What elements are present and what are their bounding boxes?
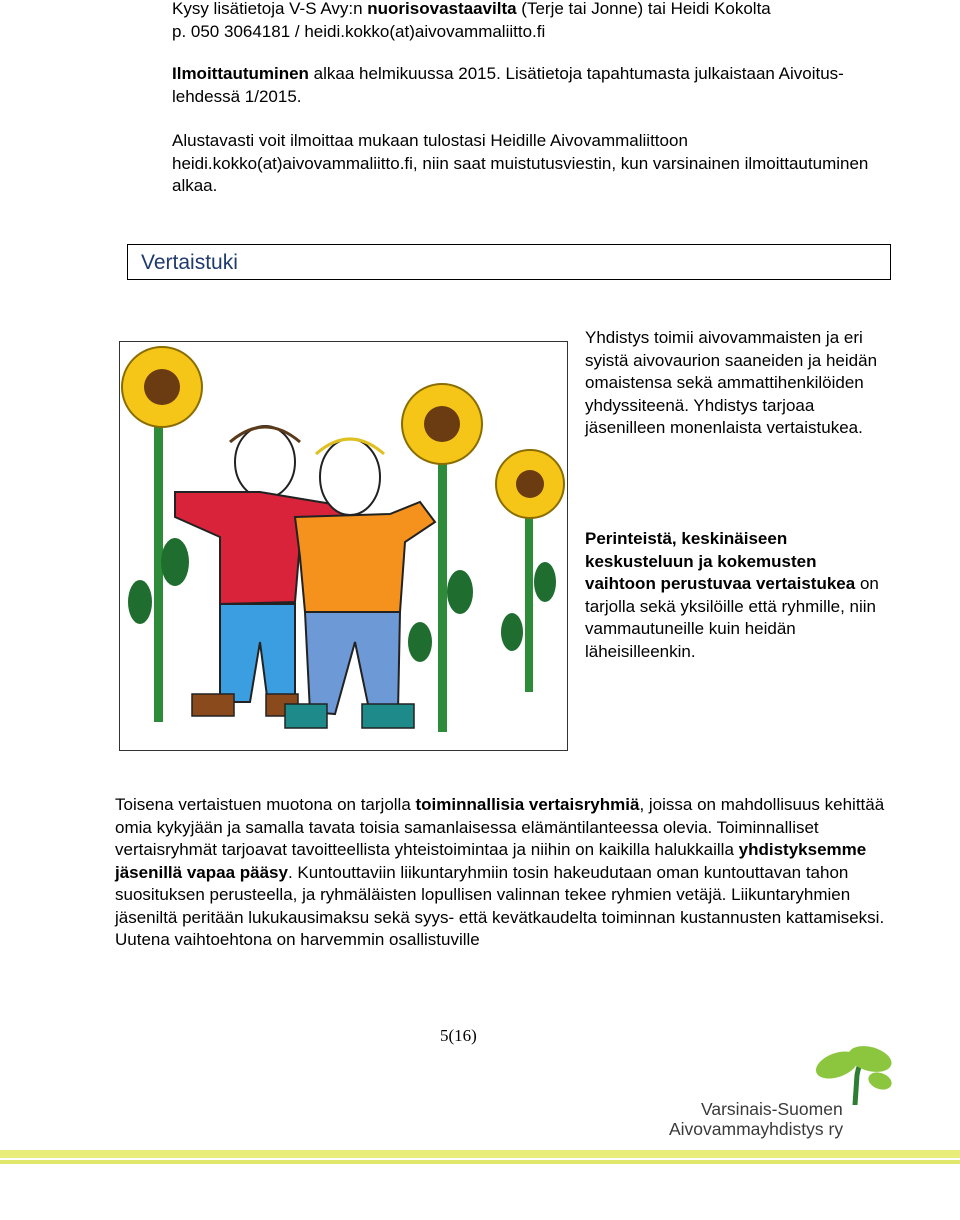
registration-bold: Ilmoittautuminen: [172, 64, 309, 83]
footer-stripe-thin: [0, 1160, 960, 1164]
sunflower-right: [496, 450, 564, 518]
sunflower-mid: [402, 384, 482, 464]
contact-text-end: (Terje tai Jonne) tai Heidi Kokolta: [516, 0, 771, 18]
sunflower-left: [122, 347, 202, 427]
registration-text: alkaa helmikuussa 2015. Lisätietoja tapahtumasta julkaistaan Aivoitus-lehdessä 1/2015.: [172, 64, 844, 106]
peer-support-bold: Perinteistä, keskinäiseen keskusteluun ja kokemusten vaihtoon perustuvaa vertaistukea: [585, 529, 856, 593]
contact-phone-email: p. 050 3064181 / heidi.kokko(at)aivovammaliitto.fi: [172, 21, 546, 41]
contact-paragraph: [172, 0, 892, 43]
main-text-2: , joissa on mahdollisuus kehittää omia kykyjään ja samalla tavata toisia samanlaisessa elämäntilanteessa olevia. Toiminnalliset vertaisryhmät tarjoavat tavoitteellista yhteistoimintaa ja niihin on kaikilla halukkailla: [115, 795, 885, 859]
contact-text: Kysy lisätietoja V-S Avy:n: [172, 0, 368, 18]
leaf: [501, 613, 523, 651]
sunflowers-illustration: [119, 341, 568, 751]
footer-stripe: [0, 1150, 960, 1158]
leaf: [534, 562, 556, 602]
section-heading-box: [127, 244, 891, 280]
main-bold-1: toiminnallisia vertaisryhmiä: [415, 795, 640, 814]
page-number: 5(16): [440, 1026, 477, 1045]
drawing-svg: [120, 342, 567, 750]
association-paragraph: [585, 327, 885, 440]
leaf: [408, 622, 432, 662]
leaf: [128, 580, 152, 624]
preregistration-paragraph: [172, 130, 892, 198]
leaf: [161, 538, 189, 586]
tree-logo-icon: [665, 1045, 900, 1105]
logo-text-line2: Aivovammayhdistys ry: [669, 1119, 844, 1139]
peer-support-text: on tarjolla sekä yksilöille että ryhmille, niin vammautuneille kuin heidän läheisilleenkin.: [585, 574, 879, 661]
main-text-3: . Kuntouttaviin liikuntaryhmiin tosin hakeudutaan oman kuntouttavan tahon suosituksen perusteella, ja ryhmäläisten lopullisen valinnan tekee ryhmien vetäjä. Liikuntaryhmien jäseniltä peritään lukukausimaksu sekä syys- että kevätkaudelta toiminnan kustannusten kattamiseksi. Uutena vaihtoehtona on harvemmin osallistuville: [115, 862, 885, 949]
activity-groups-paragraph: [115, 794, 895, 952]
section-title: Vertaistuki: [141, 251, 238, 274]
association-logo: [665, 1045, 900, 1145]
main-bold-2: yhdistyksemme jäsenillä vapaa pääsy: [115, 840, 867, 882]
contact-bold: nuorisovastaavilta: [367, 0, 517, 18]
peer-support-paragraph: [585, 528, 885, 663]
stem-mid: [438, 442, 447, 732]
registration-paragraph: [172, 63, 892, 108]
preregistration-text: Alustavasti voit ilmoittaa mukaan tulostasi Heidille Aivovammaliittoon heidi.kokko(at)aivovammaliitto.fi, niin saat muistutusviestin, kun varsinainen ilmoittautuminen alkaa.: [172, 131, 869, 195]
leaf: [447, 570, 473, 614]
person-orange-shirt: [285, 439, 435, 728]
main-text-1: Toisena vertaistuen muotona on tarjolla: [115, 795, 416, 814]
logo-text-line1: Varsinais-Suomen: [701, 1099, 843, 1119]
stem-right: [525, 502, 533, 692]
association-text: Yhdistys toimii aivovammaisten ja eri syistä aivovaurion saaneiden ja heidän omaistensa sekä ammattihenkilöiden yhdyssiteenä. Yhdistys tarjoaa jäsenilleen monenlaista vertaistukea.: [585, 328, 878, 437]
